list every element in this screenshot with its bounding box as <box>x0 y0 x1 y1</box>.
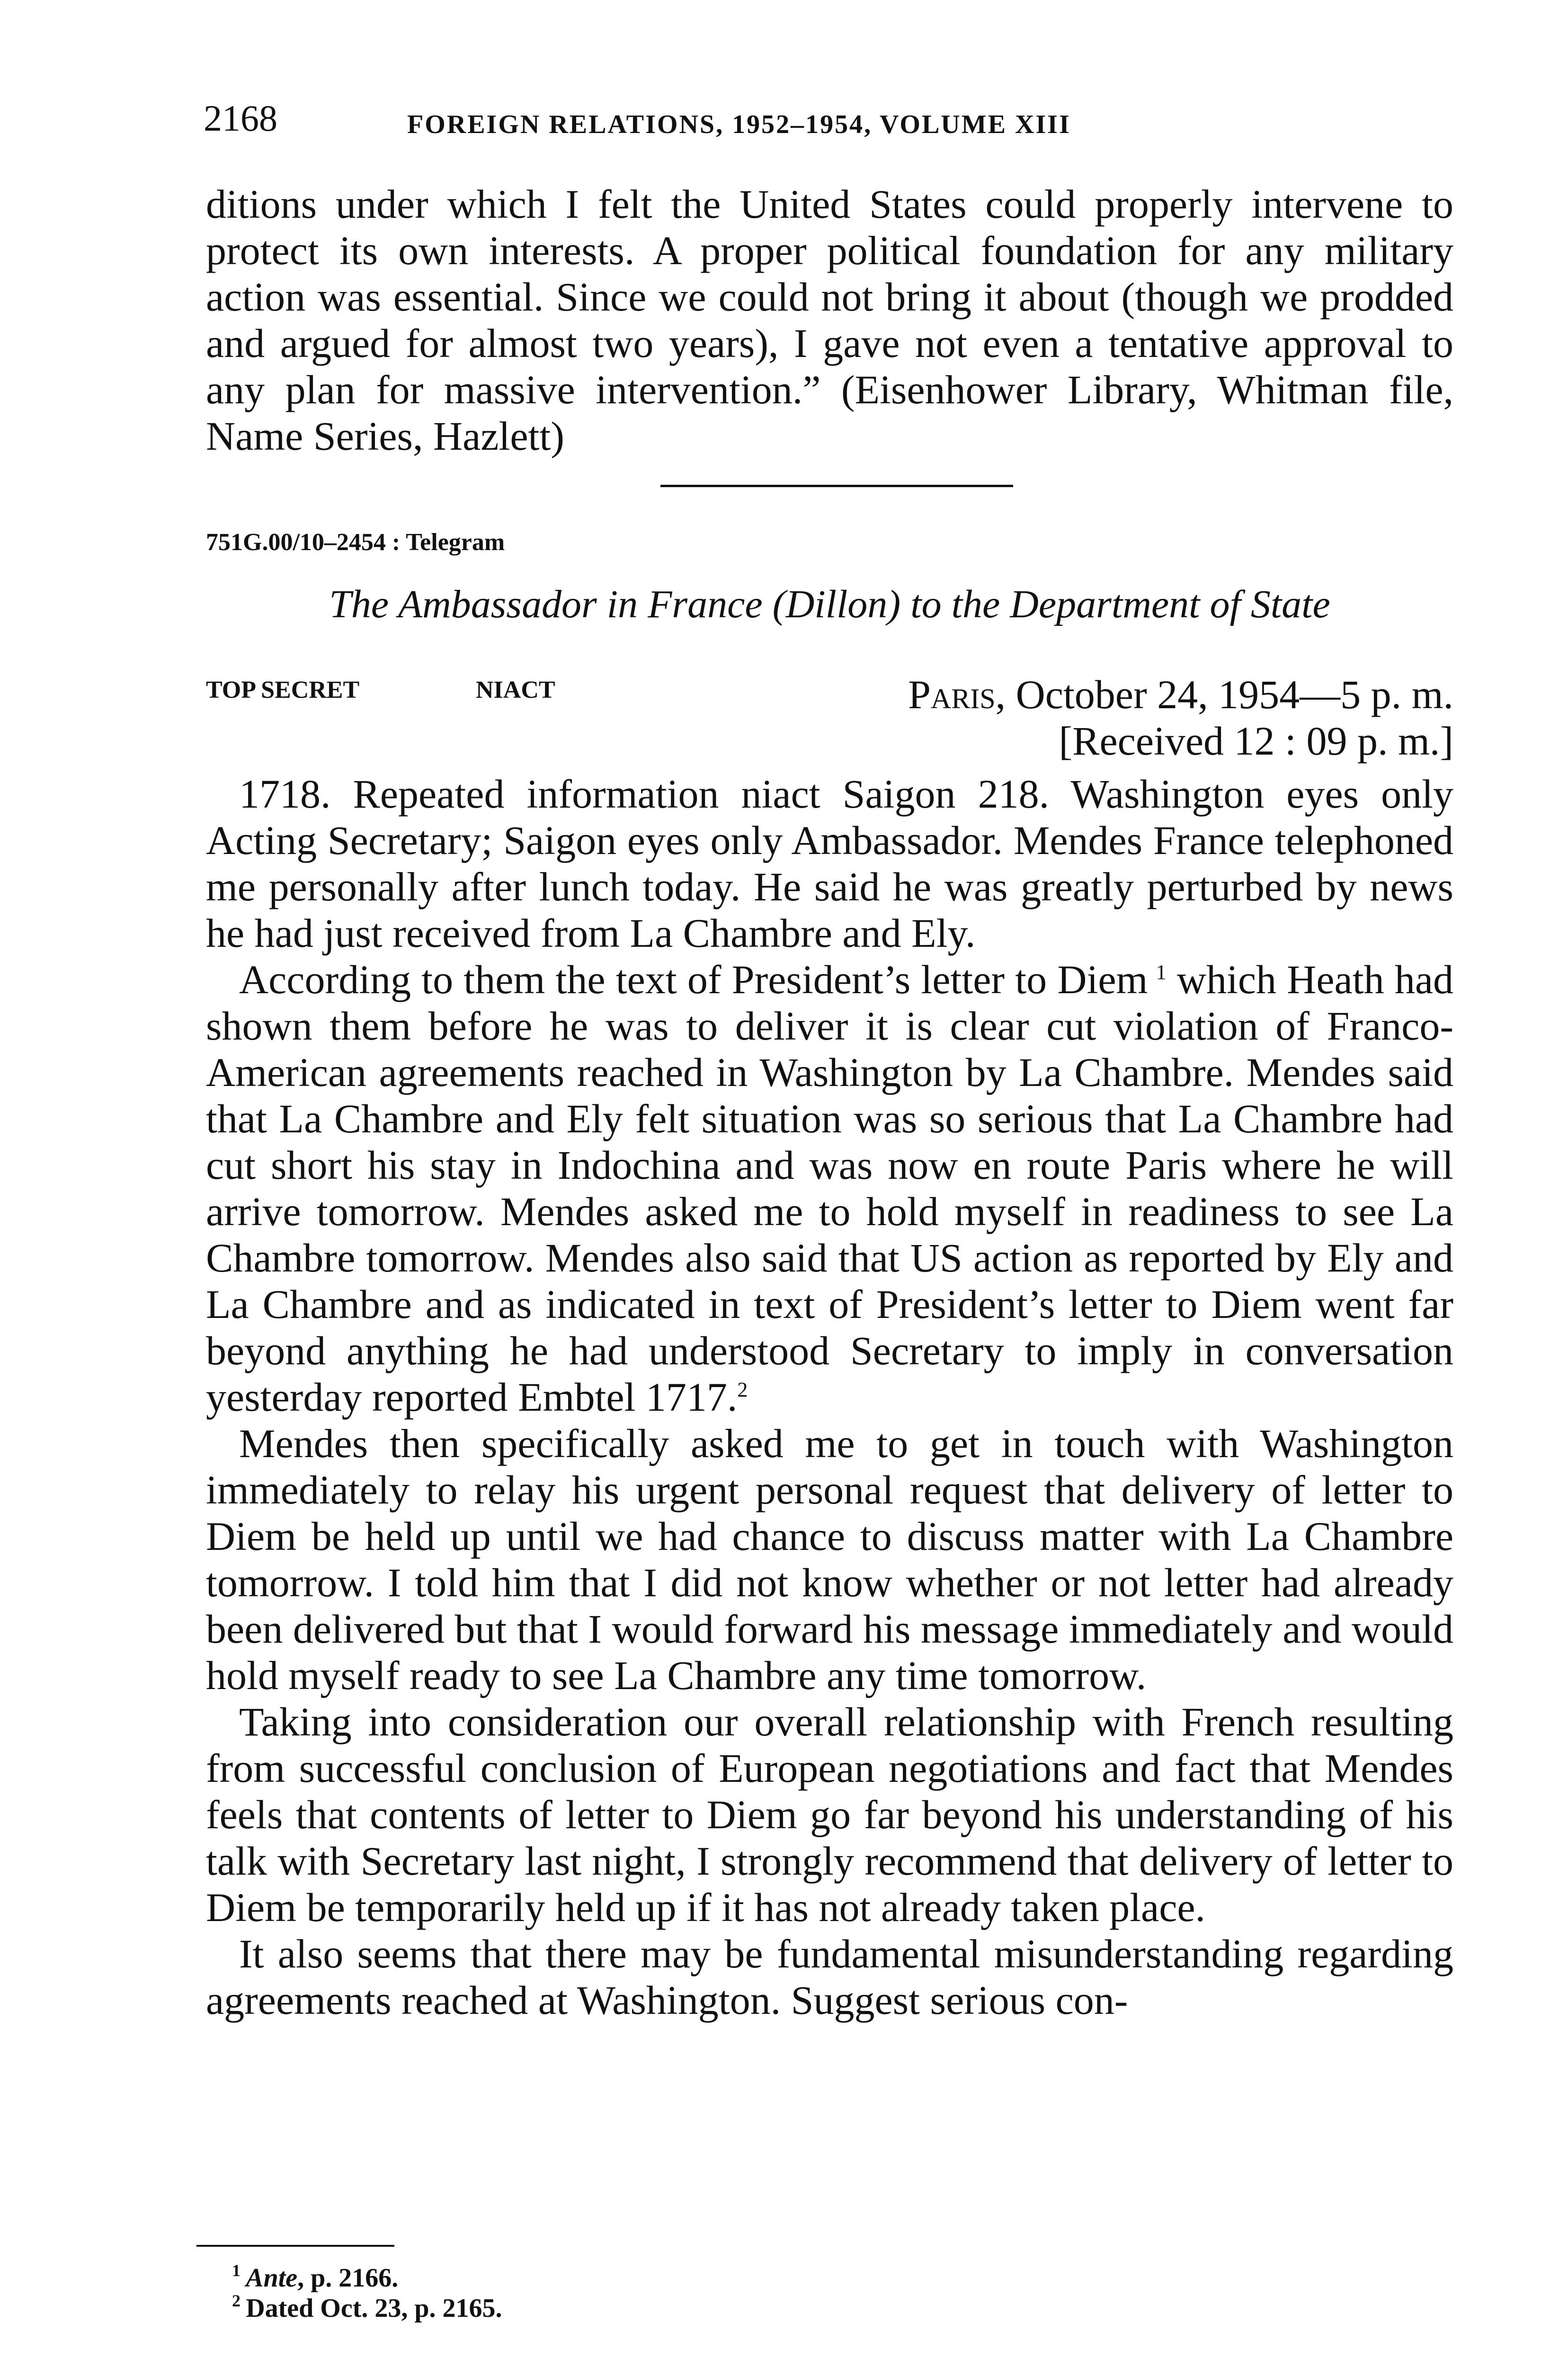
paragraph-text: According to them the text of President’s letter to Diem <box>239 957 1148 1002</box>
body-paragraph: Mendes then specifically asked me to get in touch with Washington immediately to relay his urgent personal request that delivery of letter to Diem be held up until we had chance to discuss matter with La Chambre tomorrow. I told him that I did not know whether or not letter had already been delivered but that I would forward his message immediately and would hold myself ready to see La Chambre any time tomorrow. <box>206 1421 1453 1698</box>
body-paragraph: Taking into consideration our overall relationship with French resulting from successful conclusion of European negotiations and fact that Mendes feels that contents of letter to Diem go far beyond his understanding of his talk with Secretary last night, I strongly recommend that delivery of letter to Diem be temporarily held up if it has not already taken place. <box>206 1699 1453 1930</box>
dateline-place: Paris <box>908 672 996 717</box>
date-sent <box>908 671 1453 718</box>
footnote-mark: 2 <box>232 2291 241 2310</box>
file-reference: 751G.00/10–2454 : Telegram <box>206 529 505 556</box>
document-heading: The Ambassador in France (Dillon) to the Department of State <box>329 582 1330 626</box>
footnotes <box>232 2263 502 2323</box>
running-title: FOREIGN RELATIONS, 1952–1954, VOLUME XIII <box>407 110 1071 139</box>
footnote-divider <box>196 2245 394 2247</box>
precedence-marking: NIACT <box>476 676 555 703</box>
footnote-text: , p. 2166. <box>297 2263 399 2293</box>
dateline-date: , October 24, 1954—5 p. m. <box>995 672 1453 717</box>
body-paragraph: 1718. Repeated information niact Saigon 218. Washington eyes only Acting Secretary; Saigon eyes only Ambassador. Mendes France telephoned me personally after lunch today. He said he was greatly perturbed by news he had just received from La Chambre and Ely. <box>206 771 1453 956</box>
paragraph-text: which Heath had shown them before he was to deliver it is clear cut violation of Franco-American agreements reached in Washington by La Chambre. Mendes said that La Chambre and Ely felt situation was so serious that La Chambre had cut short his stay in Indochina and was now en route Paris where he will arrive tomorrow. Mendes asked me to hold myself in readiness to see La Chambre tomorrow. Mendes also said that US action as reported by Ely and La Chambre and as indicated in text of President’s letter to Diem went far beyond anything he had understood Secretary to imply in conversation yesterday reported Embtel 1717. <box>206 957 1453 1420</box>
footnote-reference[interactable]: 2 <box>737 1378 748 1401</box>
classification-marking: TOP SECRET <box>206 676 360 703</box>
running-head <box>204 97 1387 149</box>
telegram-body <box>206 771 1453 2023</box>
footnote-italic-text: Ante <box>246 2263 298 2293</box>
footnote <box>232 2293 502 2323</box>
dateline <box>908 671 1453 764</box>
footnote-mark: 1 <box>232 2261 241 2280</box>
date-received: [Received 12 : 09 p. m.] <box>1059 718 1453 764</box>
page-number: 2168 <box>204 98 277 139</box>
footnote <box>232 2263 502 2293</box>
footnote-text: Dated Oct. 23, p. 2165. <box>246 2294 502 2323</box>
carryover-paragraph: ditions under which I felt the United States could properly intervene to protect its own interests. A proper political foundation for any military action was essential. Since we could not bring it about (though we prodded and argued for almost two years), I gave not even a tentative approval to any plan for massive intervention.” (Eisenhower Library, Whitman file, Name Series, Hazlett) <box>206 181 1453 459</box>
body-paragraph: It also seems that there may be fundamental misunderstanding regarding agreements reached at Washington. Suggest serious con- <box>206 1931 1453 2023</box>
footnote-reference[interactable]: 1 <box>1156 961 1167 984</box>
section-divider <box>660 485 1013 487</box>
body-paragraph <box>206 956 1453 1420</box>
